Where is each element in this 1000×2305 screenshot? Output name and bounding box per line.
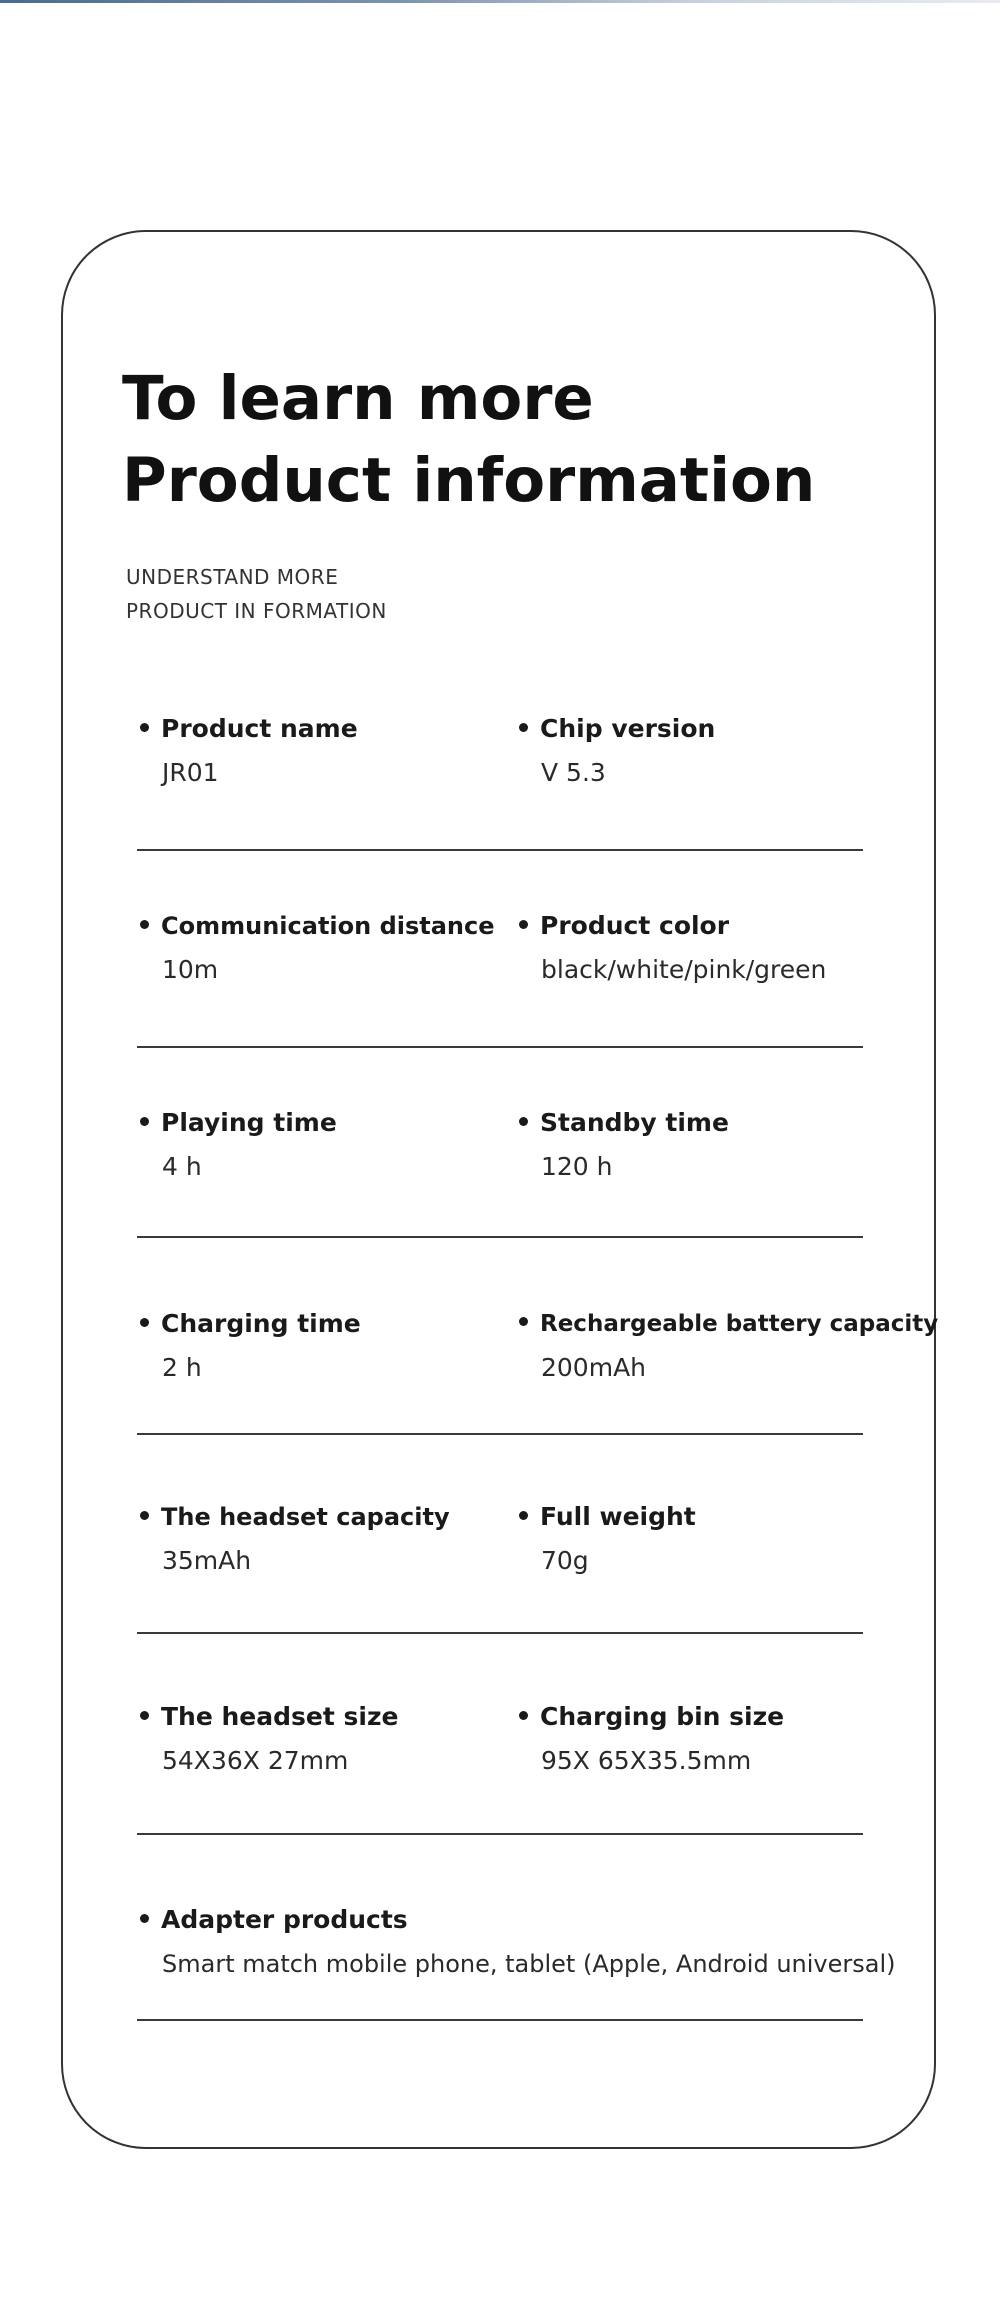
page-subtitle <box>126 560 387 628</box>
divider <box>137 1236 863 1238</box>
divider <box>137 1632 863 1634</box>
spec-value: 200mAh <box>541 1353 647 1382</box>
spec-value: 35mAh <box>162 1546 252 1575</box>
spec-value: 70g <box>541 1546 589 1575</box>
spec-headset-size <box>140 1700 398 1778</box>
spec-battery-capacity <box>519 1307 938 1385</box>
spec-standby-time <box>519 1106 729 1184</box>
spec-chip-version <box>519 712 715 790</box>
top-strip-decoration <box>0 0 1000 3</box>
spec-label: Charging bin size <box>519 1700 784 1734</box>
spec-label: Adapter products <box>140 1903 896 1937</box>
title-line-1: To learn more <box>122 363 594 434</box>
spec-label: Product name <box>140 712 358 746</box>
spec-label: Communication distance <box>140 909 495 943</box>
spec-label: Full weight <box>519 1500 696 1534</box>
spec-value: Smart match mobile phone, tablet (Apple, Android universal) <box>162 1950 896 1978</box>
divider <box>137 1046 863 1048</box>
spec-value: 95X 65X35.5mm <box>541 1746 752 1775</box>
subtitle-line-1: UNDERSTAND MORE <box>126 565 339 589</box>
spec-label: Charging time <box>140 1307 361 1341</box>
divider <box>137 2019 863 2021</box>
spec-label: Standby time <box>519 1106 729 1140</box>
spec-value: 10m <box>162 955 219 984</box>
spec-value: 54X36X 27mm <box>162 1746 349 1775</box>
divider <box>137 1433 863 1435</box>
spec-adapter-products <box>140 1903 896 1981</box>
spec-full-weight <box>519 1500 696 1578</box>
spec-playing-time <box>140 1106 337 1184</box>
spec-value: 120 h <box>541 1152 613 1181</box>
spec-headset-capacity <box>140 1500 450 1578</box>
spec-value: 4 h <box>162 1152 202 1181</box>
divider <box>137 1833 863 1835</box>
spec-value: black/white/pink/green <box>541 955 827 984</box>
spec-communication-distance <box>140 909 495 987</box>
spec-label: Playing time <box>140 1106 337 1140</box>
spec-charging-time <box>140 1307 361 1385</box>
page-title <box>122 358 815 522</box>
spec-value: JR01 <box>162 758 219 787</box>
title-line-2: Product information <box>122 445 816 516</box>
spec-product-color <box>519 909 826 987</box>
spec-label: The headset capacity <box>140 1500 450 1534</box>
spec-label: Rechargeable battery capacity <box>519 1307 938 1341</box>
divider <box>137 849 863 851</box>
spec-label: The headset size <box>140 1700 398 1734</box>
spec-product-name <box>140 712 358 790</box>
spec-value: 2 h <box>162 1353 202 1382</box>
spec-label: Chip version <box>519 712 715 746</box>
subtitle-line-2: PRODUCT IN FORMATION <box>126 599 387 623</box>
spec-charging-bin-size <box>519 1700 784 1778</box>
spec-label: Product color <box>519 909 826 943</box>
spec-value: V 5.3 <box>541 758 606 787</box>
